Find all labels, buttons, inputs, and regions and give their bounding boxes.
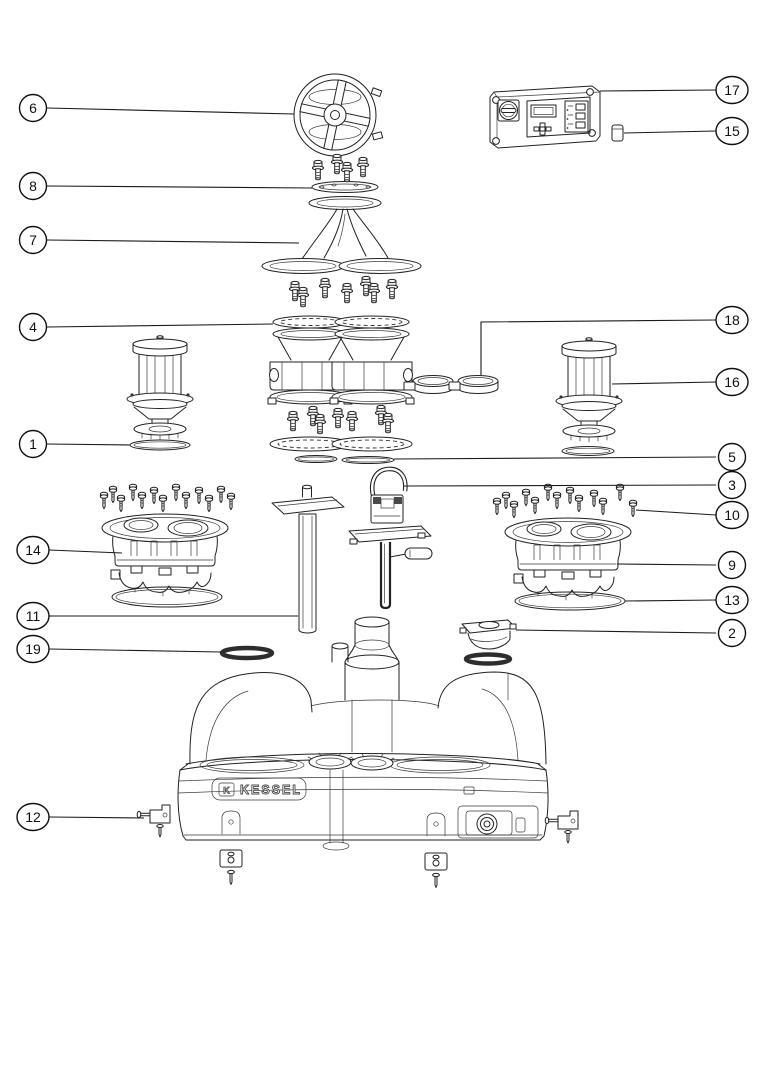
brand-logo-k: K (223, 785, 230, 796)
floor-anchor-right (425, 853, 447, 888)
leader-line-14 (49, 550, 122, 553)
leader-line-12 (49, 817, 144, 818)
discharge-pipe (272, 485, 344, 633)
callout-number-16: 16 (724, 373, 740, 390)
callout-number-3: 3 (728, 476, 736, 493)
flange-bolt-icon (297, 287, 308, 306)
pump-motor-left (127, 336, 193, 440)
main-switch-knob (498, 100, 519, 121)
closure-cap (460, 620, 516, 649)
callout-number-6: 6 (29, 99, 37, 116)
tank-center-connector (345, 617, 399, 752)
leader-line-6 (47, 108, 294, 114)
callout-number-8: 8 (29, 177, 37, 194)
leader-line-15 (624, 131, 716, 133)
floor-anchor-left (220, 850, 242, 885)
flange-bolt-icon (346, 411, 357, 430)
motor-o-ring-right (562, 447, 614, 456)
callout-number-1: 1 (29, 435, 37, 452)
callout-number-17: 17 (724, 81, 740, 98)
housing-screw-icon (553, 492, 560, 508)
flange-bolt-icon (341, 283, 352, 302)
flange-bolt-icon (319, 278, 330, 297)
callout-number-19: 19 (25, 640, 41, 657)
y-branch-pipe (262, 197, 421, 274)
callout-number-9: 9 (728, 556, 736, 573)
leader-line-17 (600, 90, 716, 91)
leader-line-8 (47, 186, 312, 188)
housing-screw-icon (100, 492, 107, 508)
callout-number-7: 7 (29, 231, 37, 248)
housing-screw-icon (109, 486, 116, 502)
housing-screw-icon (217, 486, 224, 502)
hose-clamps (404, 376, 498, 394)
leader-line-13 (625, 600, 716, 601)
dip-tube (381, 542, 390, 608)
leader-line-16 (612, 382, 716, 384)
housing-seal-left (112, 587, 222, 607)
housing-screw-icon (205, 495, 212, 511)
housing-screw-icon (510, 501, 517, 517)
housing-screw-icon (544, 484, 551, 500)
wall-bracket-right (545, 811, 578, 843)
wall-bracket-left (137, 805, 170, 837)
housing-screw-icon (138, 492, 145, 508)
housing-screw-icon (195, 487, 202, 503)
callout-number-18: 18 (724, 311, 740, 328)
housing-screw-icon (599, 498, 606, 514)
flange-bolt-icon (386, 279, 397, 298)
housing-screw-icon (493, 498, 500, 514)
pump-motor-right (556, 338, 622, 442)
leader-line-3 (404, 485, 716, 486)
callout-number-5: 5 (728, 448, 736, 465)
leader-line-4 (47, 324, 273, 327)
callout-number-2: 2 (728, 624, 736, 641)
housing-screw-icon (629, 500, 636, 516)
flange-gasket (312, 182, 378, 193)
check-valve-assembly (268, 316, 414, 464)
housing-screw-icon (616, 484, 623, 500)
tank-side-stub (332, 643, 348, 662)
display-screen (531, 105, 556, 117)
callout-number-4: 4 (29, 318, 37, 335)
motor-o-ring-left (130, 440, 190, 450)
leader-line-19 (49, 649, 221, 652)
housing-screw-icon (575, 495, 582, 511)
leader-line-2 (516, 630, 716, 633)
housing-screw-icon (159, 495, 166, 511)
housing-screw-icon (129, 484, 136, 500)
flange-bolt-icon (357, 157, 368, 176)
pump-housing-left (102, 514, 228, 596)
housing-screw-icon (502, 492, 509, 508)
case-screw-icon (587, 89, 594, 96)
leader-line-5 (394, 457, 716, 459)
callout-number-11: 11 (25, 607, 41, 624)
flange-bolt-icon (331, 154, 342, 173)
leader-line-1 (47, 444, 130, 445)
leader-line-10 (636, 510, 716, 515)
case-screw-icon (493, 138, 500, 145)
valve-body-right (330, 337, 414, 404)
housing-screw-icon (531, 497, 538, 513)
brand-logo-text: KESSEL (240, 783, 303, 797)
housing-screw-icon (227, 493, 234, 509)
callout-number-14: 14 (25, 541, 41, 558)
control-unit (490, 86, 600, 148)
flange-bolt-icon (341, 162, 352, 181)
small-o-rings (295, 456, 394, 464)
pressure-sensor-unit (349, 469, 432, 608)
callout-number-13: 13 (724, 591, 740, 608)
flange-bolt-icon (312, 160, 323, 179)
tank-outlet-panel (458, 787, 538, 838)
flange-bolt-icon (368, 283, 379, 302)
housing-screw-icon (522, 489, 529, 505)
callout-number-12: 12 (25, 808, 41, 825)
housing-screw-icon (117, 495, 124, 511)
leader-line-7 (47, 240, 299, 243)
leader-line-9 (617, 564, 716, 565)
tank-seal-ring (222, 648, 272, 658)
callout-number-15: 15 (724, 122, 740, 139)
pump-housing-right (505, 518, 631, 600)
pump-opening-flanges (308, 753, 394, 770)
housing-screw-icon (172, 484, 179, 500)
housing-screw-icon (182, 492, 189, 508)
flange-bolt-icon (287, 411, 298, 430)
flange-bolt-icon (332, 408, 343, 427)
handwheel (293, 73, 382, 156)
housing-screw-icon (150, 487, 157, 503)
collection-tank (178, 617, 548, 850)
callout-number-10: 10 (724, 506, 740, 523)
flange-bolt-icon (314, 414, 325, 433)
housing-screw-icon (566, 487, 573, 503)
sensor-bulb (390, 548, 432, 559)
accessory-part (612, 125, 623, 141)
housing-screw-icon (590, 490, 597, 506)
housing-seal-right (515, 592, 625, 610)
cap-seal-ring (466, 655, 510, 664)
flange-bolt-icon (382, 413, 393, 432)
brand-logo (212, 778, 306, 800)
callout-layer (17, 77, 748, 831)
